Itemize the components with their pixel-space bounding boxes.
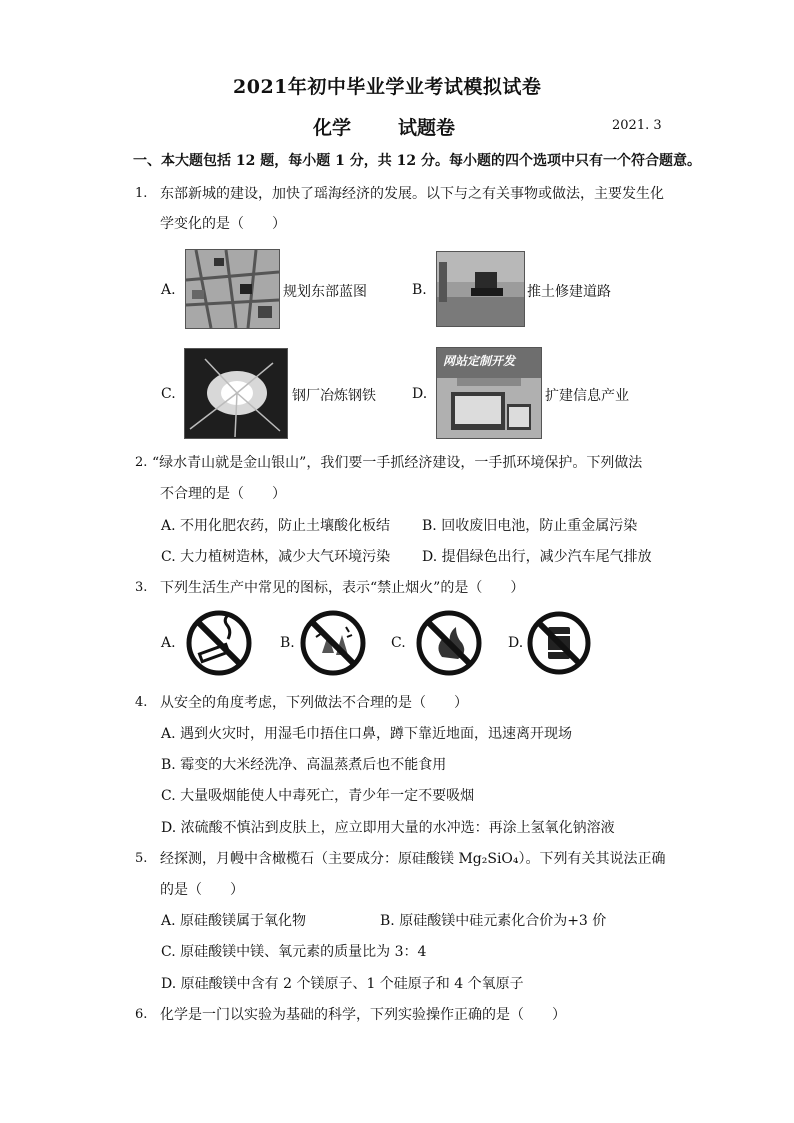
option-letter: A. <box>161 635 176 651</box>
question-text: 不合理的是（ ） <box>160 486 286 502</box>
option-text: 大力植树造林，减少大气环境污染 <box>180 549 391 565</box>
option-text: 钢厂冶炼钢铁 <box>292 388 376 404</box>
option-letter: D. <box>422 549 438 565</box>
option-item <box>161 515 390 535</box>
option-text: 原硅酸镁中镁、氧元素的质量比为 3：4 <box>180 944 427 960</box>
option-letter: D. <box>161 820 177 836</box>
option-text: 规划东部蓝图 <box>283 284 367 300</box>
option-letter: B. <box>161 757 176 773</box>
question-number: 3. <box>135 580 148 595</box>
option-text: 大量吸烟能使人中毒死亡，青少年一定不要吸烟 <box>180 788 475 804</box>
option-letter: D. <box>508 635 524 651</box>
option-letter: B. <box>380 913 395 929</box>
question-text: 学变化的是（ ） <box>160 216 286 232</box>
option-letter: A. <box>161 282 176 298</box>
option-text: 原硅酸镁中含有 2 个镁原子、1 个硅原子和 4 个氧原子 <box>180 976 524 992</box>
option-letter: B. <box>412 282 427 298</box>
option-letter: B. <box>280 635 295 651</box>
option-letter: C. <box>161 549 176 565</box>
question-text: 化学是一门以实验为基础的科学，下列实验操作正确的是（ ） <box>160 1007 566 1023</box>
option-letter: D. <box>161 976 177 992</box>
question-number: 6. <box>135 1007 148 1022</box>
option-item <box>161 785 474 805</box>
option-letter: C. <box>161 944 176 960</box>
option-text: 原硅酸镁属于氧化物 <box>180 913 307 929</box>
exam-date: 2021. 3 <box>612 118 662 133</box>
option-text: 推土修建道路 <box>527 284 611 300</box>
option-text: 回收废旧电池，防止重金属污染 <box>441 518 638 534</box>
option-item <box>161 817 615 837</box>
no-smoking-icon <box>184 609 254 677</box>
option-item <box>380 910 606 930</box>
paper-label: 试题卷 <box>398 117 456 139</box>
option-letter: A. <box>161 518 176 534</box>
question-number: 4. <box>135 695 148 710</box>
option-item <box>161 941 426 961</box>
bulldozer-image <box>436 251 525 327</box>
question-text: “绿水青山就是金山银山”，我们要一手抓经济建设，一手抓环境保护。下列做法 <box>152 455 643 471</box>
option-text: 霉变的大米经洗净、高温蒸煮后也不能食用 <box>180 757 447 773</box>
city-plan-image <box>185 249 280 329</box>
question-number: 2. <box>135 455 148 470</box>
question-text: 从安全的角度考虑，下列做法不合理的是（ ） <box>160 695 468 711</box>
option-item <box>161 910 306 930</box>
question-text: 的是（ ） <box>160 882 244 898</box>
option-letter: A. <box>161 913 176 929</box>
option-letter: D. <box>412 386 428 402</box>
option-item <box>161 754 446 774</box>
exam-title: 2021年初中毕业学业考试模拟试卷 <box>233 76 542 98</box>
option-text: 提倡绿色出行，减少汽车尾气排放 <box>441 549 652 565</box>
no-fireworks-icon <box>298 609 368 677</box>
option-item <box>161 723 572 743</box>
option-text: 遇到火灾时，用湿毛巾捂住口鼻，蹲下靠近地面，迅速离开现场 <box>180 726 573 742</box>
no-open-flame-icon <box>414 609 484 677</box>
image-caption: 网站定制开发 <box>443 354 516 368</box>
option-text: 不用化肥农药，防止土壤酸化板结 <box>180 518 391 534</box>
option-text: 浓硫酸不慎沾到皮肤上，应立即用大量的水冲选：再涂上氢氧化钠溶液 <box>180 820 615 836</box>
option-item <box>422 515 637 535</box>
option-item <box>161 546 390 566</box>
info-industry-image <box>436 347 542 439</box>
option-text: 原硅酸镁中硅元素化合价为+3 价 <box>399 913 607 929</box>
section-heading: 一、本大题包括 12 题，每小题 1 分，共 12 分。每小题的四个选项中只有一个符合题意。 <box>133 153 701 169</box>
question-text: 下列生活生产中常见的图标，表示“禁止烟火”的是（ ） <box>160 580 525 596</box>
question-number: 5. <box>135 851 148 866</box>
option-item <box>422 546 652 566</box>
question-text: 东部新城的建设，加快了瑶海经济的发展。以下与之有关事物或做法，主要发生化 <box>160 186 664 202</box>
option-letter: A. <box>161 726 176 742</box>
subject-label: 化学 <box>313 117 352 139</box>
no-drinking-water-icon <box>527 611 591 675</box>
option-text: 扩建信息产业 <box>545 388 629 404</box>
option-letter: C. <box>161 788 176 804</box>
option-letter: B. <box>422 518 437 534</box>
option-letter: C. <box>161 386 176 402</box>
steel-smelting-image <box>184 348 288 439</box>
option-item <box>161 973 524 993</box>
option-letter: C. <box>391 635 406 651</box>
question-text: 经探测，月幔中含橄榄石（主要成分：原硅酸镁 Mg₂SiO₄）。下列有关其说法正确 <box>160 851 666 867</box>
question-number: 1. <box>135 186 148 201</box>
